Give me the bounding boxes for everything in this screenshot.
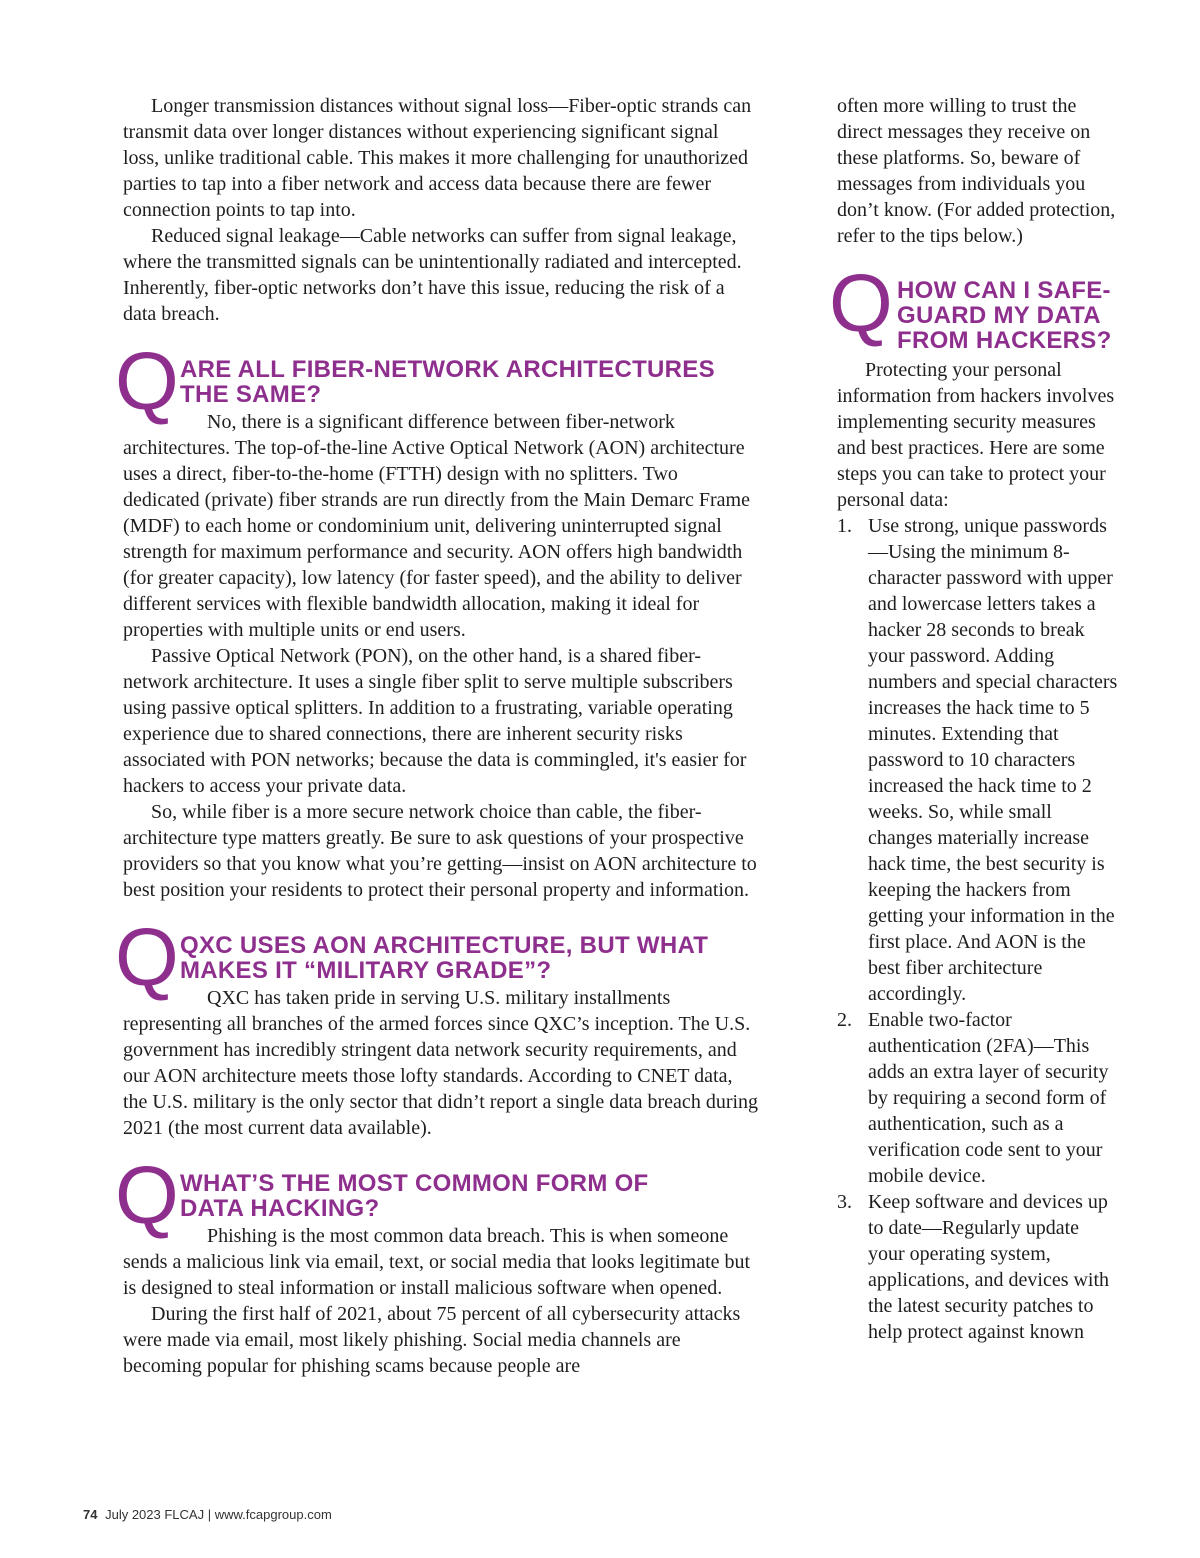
question-title: HOW CAN I SAFE- GUARD MY DATA FROM HACKERS?: [897, 277, 1112, 354]
q-letter-icon: Q: [829, 258, 893, 349]
paragraph: So, while fiber is a more secure network choice than cable, the fiber-architecture type matters greatly. Be sure to ask questions of your prospective providers so that you know what you’re getting—insist on AON architecture to best position your residents to protect their personal property and information.: [123, 801, 757, 901]
paragraph: During the first half of 2021, about 75 percent of all cybersecurity attacks were made via email, most likely phishing. Social media channels are becoming popular for phishing scams because people are: [123, 1303, 741, 1377]
paragraph: QXC has taken pride in serving U.S. military installments representing all branches of the armed forces since QXC’s inception. The U.S. government has incredibly stringent data network security requirements, and our AON architecture meets those lofty standards. According to CNET data, the U.S. military is the only sector that didn’t report a single data breach during 2021 (the most current data available).: [123, 987, 759, 1139]
paragraph: Reduced signal leakage—Cable networks can suffer from signal leakage, where the transmitted signals can be unintentionally radiated and intercepted. Inherently, fiber-optic networks don’t have this issue, reducing the risk of a data breach.: [123, 225, 742, 325]
list-number: 2.: [837, 1009, 852, 1031]
paragraph: Passive Optical Network (PON), on the other hand, is a shared fiber-network architecture. It uses a single fiber split to serve multiple subscribers using passive optical splitters. In addition to a frustrating, variable operating experience due to shared connections, there are inherent security risks associated with PON networks; because the data is commingled, it's easier for hackers to access your private data.: [123, 645, 747, 797]
question-heading: [115, 1150, 759, 1241]
list-item: [837, 1189, 1119, 1345]
paragraph: Phishing is the most common data breach. This is when someone sends a malicious link via email, text, or social media that looks legitimate but is designed to steal information or install malicious software when opened.: [123, 1225, 751, 1299]
left-column: [115, 93, 759, 1379]
q-letter-icon: Q: [115, 336, 179, 427]
footer-url[interactable]: www.fcapgroup.com: [214, 1507, 332, 1522]
question-title: WHAT’S THE MOST COMMON FORM OF DATA HACKING?: [180, 1170, 649, 1222]
question-title: QXC USES AON ARCHITECTURE, BUT WHAT MAKES IT “MILITARY GRADE”?: [180, 932, 709, 984]
paragraph: Longer transmission distances without signal loss—Fiber-optic strands can transmit data over longer distances without experiencing significant signal loss, unlike traditional cable. This makes it more challenging for unauthorized parties to tap into a fiber network and access data because there are fewer connection points to tap into.: [123, 95, 752, 221]
paragraph: No, there is a significant difference between fiber-network architectures. The top-of-the-line Active Optical Network (AON) architecture uses a direct, fiber-to-the-home (FTTH) design with no splitters. Two dedicated (private) fiber strands are run directly from the Main Demarc Frame (MDF) to each home or condominium unit, delivering uninterrupted signal strength for maximum performance and security. AON offers high bandwidth (for greater capacity), low latency (for faster speed), and the ability to deliver different services with flexible bandwidth allocation, making it ideal for properties with multiple units or end users.: [123, 411, 750, 641]
q-letter-icon: Q: [115, 1150, 179, 1241]
list-number: 1.: [837, 515, 852, 537]
paragraph: Protecting your personal information from hackers involves implementing security measures and best practices. Here are some steps you can take to protect your personal data:: [837, 359, 1115, 511]
list-item: [837, 513, 1119, 1007]
list-item-text: Use strong, unique passwords—Using the minimum 8-character password with upper and lowercase letters takes a hacker 28 seconds to break your password. Adding numbers and special characters increases the hack time to 5 minutes. Extending that password to 10 characters increased the hack time to 2 weeks. So, while small changes materially increase hack time, the best security is keeping the hackers from getting your information in the first place. And AON is the best fiber architecture accordingly.: [868, 515, 1118, 1005]
question-title: ARE ALL FIBER-NETWORK ARCHITECTURES THE SAME?: [180, 356, 715, 408]
list-number: 3.: [837, 1191, 852, 1213]
right-column: [829, 93, 1119, 1345]
paragraph: often more willing to trust the direct messages they receive on these platforms. So, beware of messages from individuals you don’t know. (For added protection, refer to the tips below.): [837, 95, 1116, 247]
steps-list: [837, 513, 1119, 1345]
footer-separator: |: [207, 1507, 212, 1522]
list-item-text: Keep software and devices up to date—Regularly update your operating system, applications, and devices with the latest security patches to help protect against known: [868, 1191, 1110, 1343]
question-heading: [115, 336, 759, 427]
list-item: [837, 1007, 1119, 1189]
question-heading: [829, 258, 1119, 357]
issue-label: July 2023 FLCAJ: [105, 1507, 205, 1522]
q-letter-icon: Q: [115, 912, 179, 1003]
list-item-text: Enable two-factor authentication (2FA)—This adds an extra layer of security by requiring a second form of authentication, such as a verification code sent to your mobile device.: [868, 1009, 1109, 1187]
page-number: 74: [83, 1507, 98, 1522]
question-heading: [115, 912, 759, 1003]
page-footer: [83, 1507, 332, 1522]
